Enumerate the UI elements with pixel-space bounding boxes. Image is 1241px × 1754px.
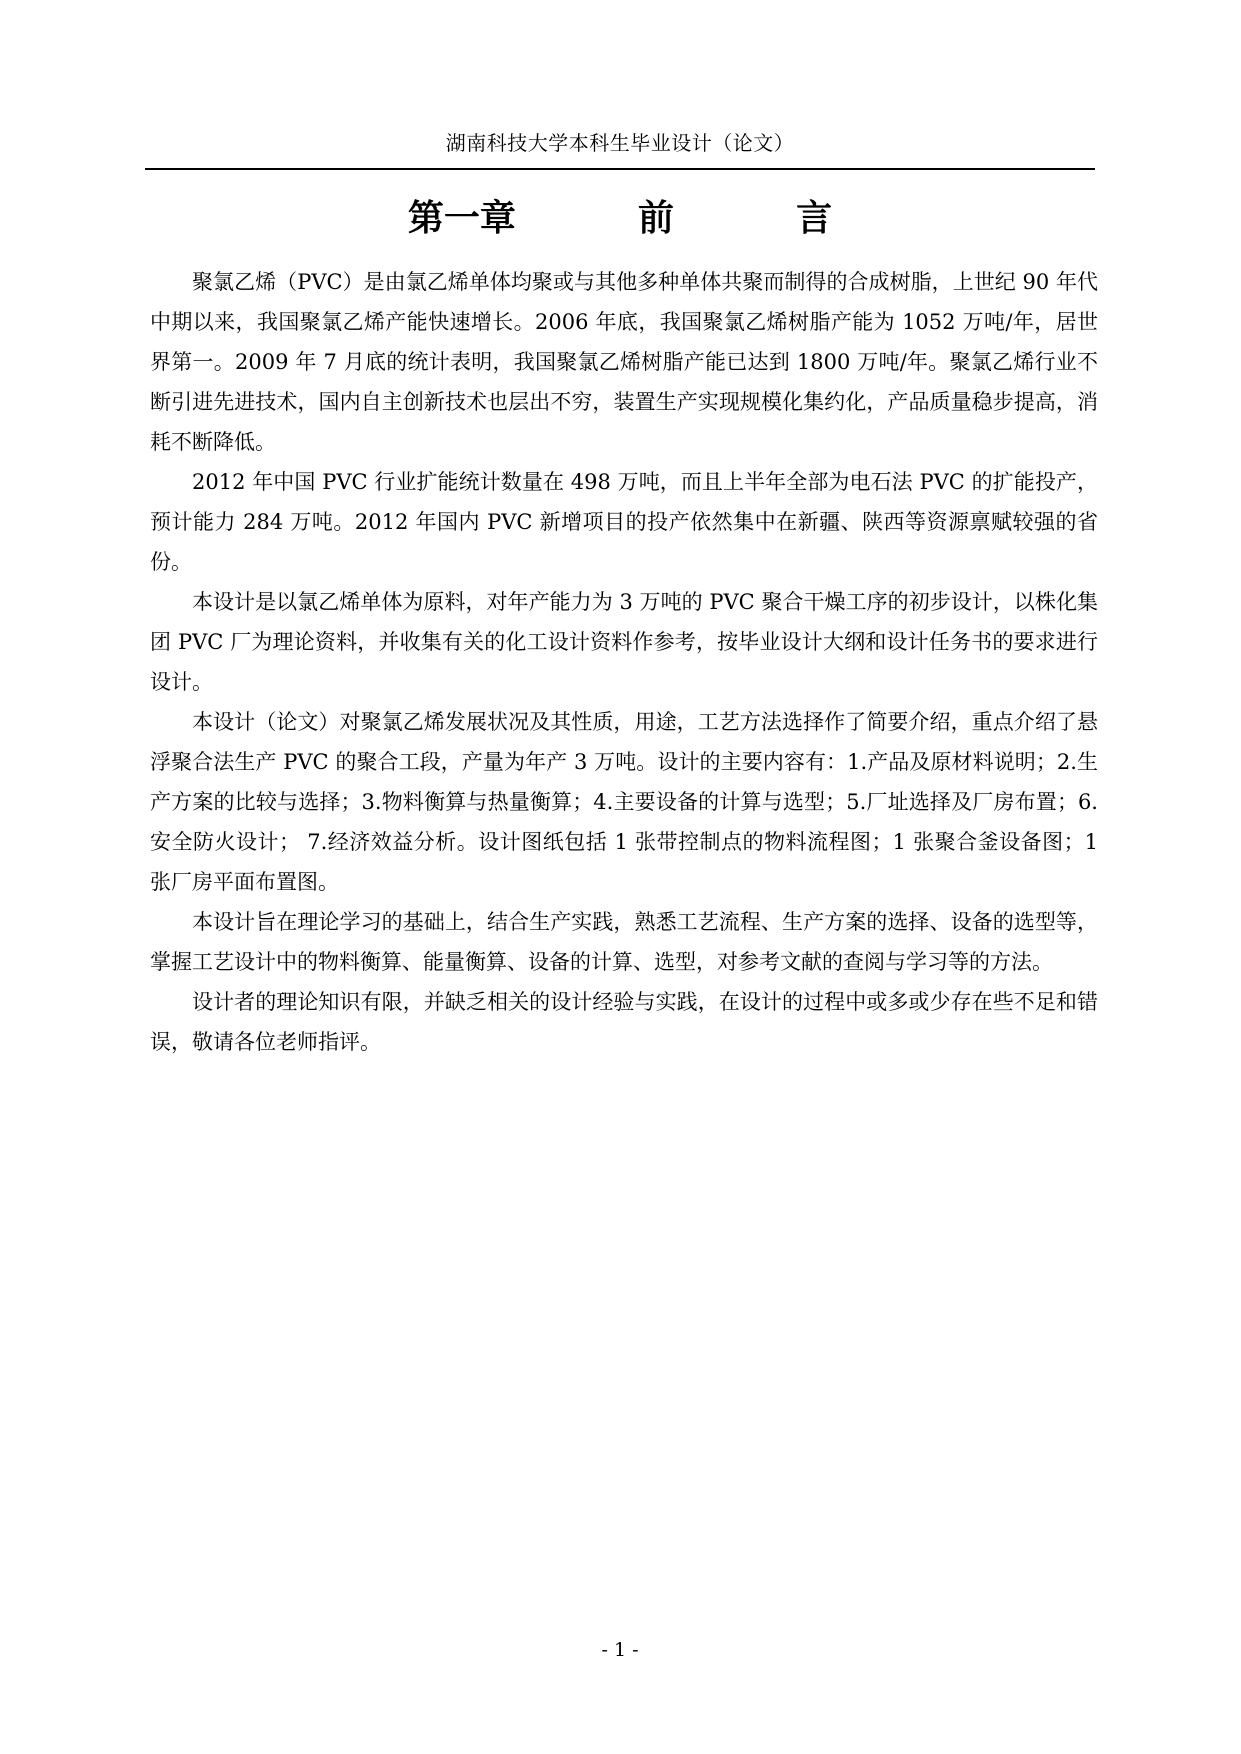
chapter-title-text: 第一章 前 言 xyxy=(407,197,833,239)
paragraph-1: 聚氯乙烯（PVC）是由氯乙烯单体均聚或与其他多种单体共聚而制得的合成树脂，上世纪 90 年代中期以来，我国聚氯乙烯产能快速增长。2006 年底，我国聚氯乙烯树脂产能为 1052 万吨/年，居世界第一。2009 年 7 月底的统计表明，我国聚氯乙烯树脂产能已达到 1800 万吨/年。聚氯乙烯行业不断引进先进技术，国内自主创新技术也层出不穷，装置生产实现规模化集约化，产品质量稳步提高，消耗不断降低。 xyxy=(150,270,1098,454)
paragraph-6: 设计者的理论知识有限，并缺乏相关的设计经验与实践，在设计的过程中或多或少存在些不足和错误，敬请各位老师指评。 xyxy=(150,990,1098,1054)
page-number: - 1 - xyxy=(601,1639,639,1661)
chapter-title xyxy=(145,192,1095,244)
paragraph-4: 本设计（论文）对聚氯乙烯发展状况及其性质，用途，工艺方法选择作了简要介绍，重点介绍了悬浮聚合法生产 PVC 的聚合工段，产量为年产 3 万吨。设计的主要内容有：1.产品及原材料说明；2.生产方案的比较与选择；3.物料衡算与热量衡算；4.主要设备的计算与选型；5.厂址选择及厂房布置；6.安全防火设计； 7.经济效益分析。设计图纸包括 1 张带控制点的物料流程图；1 张聚合釜设备图；1 张厂房平面布置图。 xyxy=(150,710,1098,894)
paragraph-3: 本设计是以氯乙烯单体为原料，对年产能力为 3 万吨的 PVC 聚合干燥工序的初步设计，以株化集团 PVC 厂为理论资料，并收集有关的化工设计资料作参考，按毕业设计大纲和设计任务书的要求进行设计。 xyxy=(150,590,1098,694)
paragraph-2: 2012 年中国 PVC 行业扩能统计数量在 498 万吨，而且上半年全部为电石法 PVC 的扩能投产，预计能力 284 万吨。2012 年国内 PVC 新增项目的投产依然集中在新疆、陕西等资源禀赋较强的省份。 xyxy=(150,470,1098,574)
body-text xyxy=(150,262,1098,1062)
paragraph-5: 本设计旨在理论学习的基础上，结合生产实践，熟悉工艺流程、生产方案的选择、设备的选型等，掌握工艺设计中的物料衡算、能量衡算、设备的计算、选型，对参考文献的查阅与学习等的方法。 xyxy=(150,910,1098,974)
running-header: 湖南科技大学本科生毕业设计（论文） xyxy=(445,131,795,155)
header-rule xyxy=(145,168,1095,170)
